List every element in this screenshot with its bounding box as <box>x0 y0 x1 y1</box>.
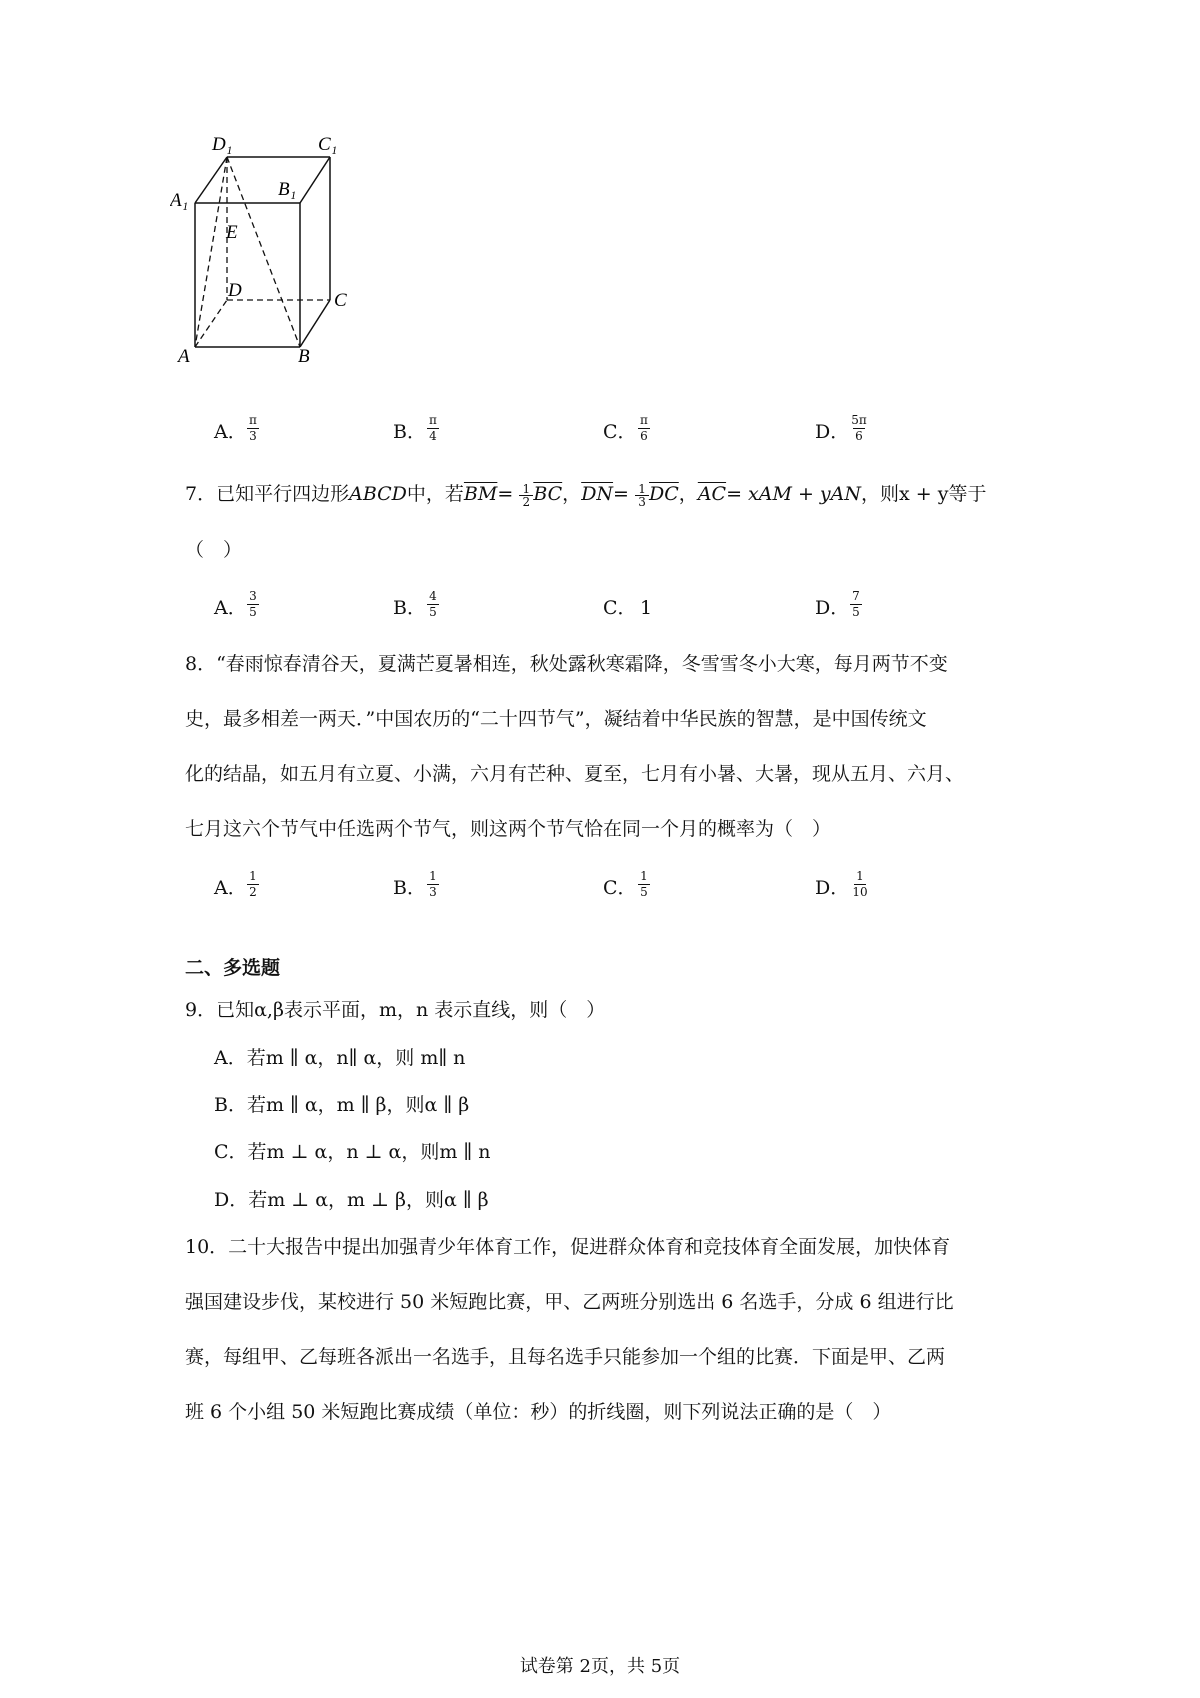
q7-third: $\frac{1}{3}$ <box>635 483 649 508</box>
q7-paren: （ ） <box>185 539 243 561</box>
q8-option-d-letter: D． <box>815 877 850 899</box>
page-footer: 试卷第 2页，共 5页 <box>519 1656 681 1677</box>
q7-tail: ，则x + y等于 <box>861 483 987 505</box>
q8-option-c-letter: C． <box>603 877 637 899</box>
denominator: 4 <box>429 429 437 443</box>
q8-option-c-fraction: 1 5 <box>631 870 657 899</box>
eq: = <box>497 483 514 505</box>
numerator: 5π <box>851 413 867 427</box>
label-E: E <box>226 222 238 243</box>
q6-option-c-fraction <box>631 414 657 443</box>
section-title: 二、多选题 <box>185 957 281 979</box>
q8-option-a-letter: A． <box>214 877 247 899</box>
denominator: 3 <box>249 429 257 443</box>
vector-ac: $\overline{AC}$ <box>697 483 727 505</box>
label-C1: C₁ <box>318 134 338 155</box>
q7-option-b-letter: B． <box>393 597 426 619</box>
q10-line-3: 赛，每组甲、乙每班各派出一名选手，且每名选手只能参加一个组的比赛．下面是甲、乙两 <box>185 1346 946 1368</box>
q7-option-a-fraction: 3 5 <box>240 590 266 619</box>
q9-option-d: D．若m ⊥ α，m ⊥ β，则α ∥ β <box>214 1189 489 1211</box>
q7-option-b-fraction: 4 5 <box>420 590 446 619</box>
q7-rhs: = xAM + yAN <box>726 483 862 505</box>
q8-line-3: 化的结晶，如五月有立夏、小满，六月有芒种、夏至，七月有小暑、大暑，现从五月、六月、 <box>185 763 965 785</box>
q7-mid1: 中，若 <box>406 483 464 505</box>
q6-option-b-letter: B． <box>393 421 426 443</box>
q8-option-b-fraction: 1 3 <box>420 870 446 899</box>
label-A1: A₁ <box>170 190 189 211</box>
denominator: 6 <box>640 429 648 443</box>
q8-option-d-fraction: 1 10 <box>852 869 868 899</box>
label-B1: B₁ <box>278 179 297 200</box>
q8-line-4: 七月这六个节气中任选两个节气，则这两个节气恰在同一个月的概率为（ ） <box>185 818 832 840</box>
label-B: B <box>298 346 310 367</box>
q7-prefix: 7．已知平行四边形 <box>185 483 350 505</box>
label-C: C <box>334 290 347 311</box>
numerator: π <box>429 413 437 427</box>
q7-stem: 7．已知平行四边形ABCD中，若$\overline{BM}=$ $\frac{1}{2}$ $\overline{BC}$，$\overline{DN}=$ $\frac{1}{3}$ $\overline{DC}$，$\overline{AC}=$ xAM + yAN，则x + y等于 <box>185 481 987 509</box>
q6-option-a-letter: A． <box>214 421 247 443</box>
q9-option-c: C．若m ⊥ α，n ⊥ α，则m ∥ n <box>214 1141 491 1163</box>
q7-option-a-letter: A． <box>214 597 247 619</box>
denominator: 6 <box>855 429 863 443</box>
q6-option-d-letter: D． <box>815 421 850 443</box>
q7-half: $\frac{1}{2}$ <box>519 483 533 508</box>
label-D: D <box>228 280 242 301</box>
q8-line-1: 8．“春雨惊春清谷天，夏满芒夏暑相连，秋处露秋寒霜降，冬雪雪冬小大寒，每月两节不变 <box>185 653 948 675</box>
q9-option-a: A．若m ∥ α，n∥ α，则 m∥ n <box>214 1047 466 1069</box>
q9-stem: 9．已知α,β表示平面，m，n 表示直线，则（ ） <box>185 999 606 1021</box>
q8-line-2: 史，最多相差一两天．”中国农历的“二十四节气”，凝结着中华民族的智慧，是中国传统文 <box>185 708 927 730</box>
q8-option-b-letter: B． <box>393 877 426 899</box>
q10-line-4: 班 6 个小组 50 米短跑比赛成绩（单位：秒）的折线圈，则下列说法正确的是（ ） <box>185 1401 892 1423</box>
q7-option-c-value: 1 <box>640 597 653 619</box>
q7-option-c-letter: C． <box>603 597 637 619</box>
vector-dc: $\overline{DC}$ <box>649 483 679 505</box>
label-D1: D₁ <box>212 134 233 155</box>
vector-bc: $\overline{BC}$ <box>533 483 563 505</box>
q7-option-d-fraction: 7 5 <box>843 590 869 619</box>
q6-option-d-fraction <box>846 414 872 443</box>
q7-abcd: ABCD <box>349 483 407 505</box>
q6-option-a-fraction <box>240 414 266 443</box>
prism-figure <box>170 130 370 370</box>
numerator: π <box>249 413 257 427</box>
label-A: A <box>178 346 190 367</box>
q9-option-b: B．若m ∥ α，m ∥ β，则α ∥ β <box>214 1094 470 1116</box>
vector-dn: $\overline{DN}$ <box>581 483 614 505</box>
q7-option-d-letter: D． <box>815 597 850 619</box>
q10-line-2: 强国建设步伐，某校进行 50 米短跑比赛，甲、乙两班分别选出 6 名选手，分成 6 组进行比 <box>185 1291 954 1313</box>
q8-option-a-fraction: 1 2 <box>240 870 266 899</box>
q6-option-b-fraction <box>420 414 446 443</box>
q6-option-c-letter: C． <box>603 421 637 443</box>
vector-bm: $\overline{BM}$ <box>463 483 498 505</box>
q10-line-1: 10．二十大报告中提出加强青少年体育工作，促进群众体育和竞技体育全面发展，加快体育 <box>185 1236 951 1258</box>
numerator: π <box>640 413 648 427</box>
